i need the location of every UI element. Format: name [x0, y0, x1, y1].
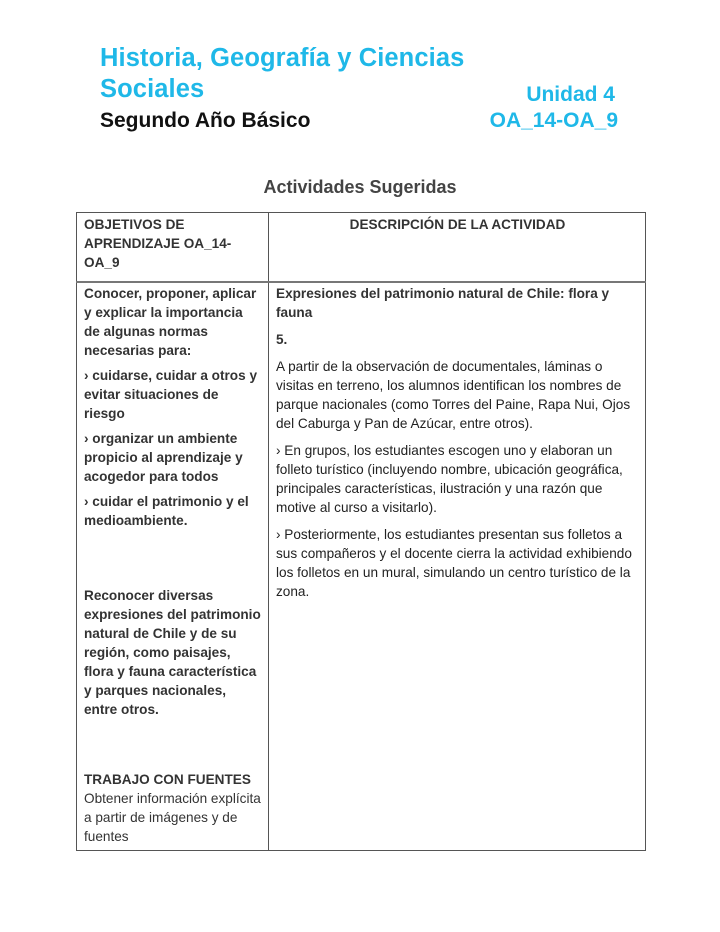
activity-paragraph: › Posteriormente, los estudiantes presentan sus folletos a sus compañeros y el docente cierra la actividad exhibiendo los folletos en un mural, simulando un centro turístico de la zona.	[276, 526, 632, 599]
oa14-item: › cuidarse, cuidar a otros y evitar situaciones de riesgo	[84, 367, 258, 421]
oa14-item: › organizar un ambiente propicio al aprendizaje y acogedor para todos	[84, 430, 243, 484]
objectives-code: OA_14-OA_9	[489, 109, 618, 132]
activity-paragraph: › En grupos, los estudiantes escogen uno y elaboran un folleto turístico (incluyendo nombre, ubicación geográfica, principales características, ilustración y una razón que motive al curso a visitarlo).	[276, 442, 623, 515]
activities-table	[76, 212, 646, 851]
section-title: Actividades Sugeridas	[263, 177, 457, 197]
column-header-description: DESCRIPCIÓN DE LA ACTIVIDAD	[269, 213, 646, 282]
oa14-item: › cuidar el patrimonio y el medioambiente.	[84, 493, 249, 528]
subject-title-line-1: Historia, Geografía y Ciencias	[100, 44, 465, 72]
header-line: APRENDIZAJE OA_14-	[84, 236, 232, 251]
grade-label: Segundo Año Básico	[100, 109, 311, 132]
column-header-objectives	[77, 213, 269, 282]
activity-cell	[269, 282, 646, 851]
oa14-intro: Conocer, proponer, aplicar y explicar la importancia de algunas normas necesarias para:	[84, 285, 257, 358]
header-line: OBJETIVOS DE	[84, 217, 185, 232]
activity-title: Expresiones del patrimonio natural de Chile: flora y fauna	[276, 285, 610, 320]
subject-title-line-2: Sociales	[100, 75, 205, 103]
objectives-cell	[77, 282, 269, 851]
activity-number: 5.	[276, 331, 288, 347]
subject-title	[100, 43, 464, 105]
header-line: OA_9	[84, 255, 120, 270]
oa9-text: Reconocer diversas expresiones del patrimonio natural de Chile y de su región, como paisajes, flora y fauna característica y parques nacionales, entre otros.	[84, 587, 261, 717]
activity-paragraph: A partir de la observación de documentales, láminas o visitas en terreno, los alumnos identifican los nombres de parque nacionales (como Torres del Paine, Rapa Nui, Ojos del Caburga y Pan de Azúcar, entre otros).	[276, 358, 631, 431]
table-header-row	[77, 213, 646, 282]
unit-label: Unidad 4	[526, 83, 615, 106]
skills-label: TRABAJO CON FUENTES	[84, 771, 251, 787]
table-row	[77, 282, 646, 851]
skills-text: Obtener información explícita a partir de imágenes y de fuentes	[84, 790, 261, 844]
